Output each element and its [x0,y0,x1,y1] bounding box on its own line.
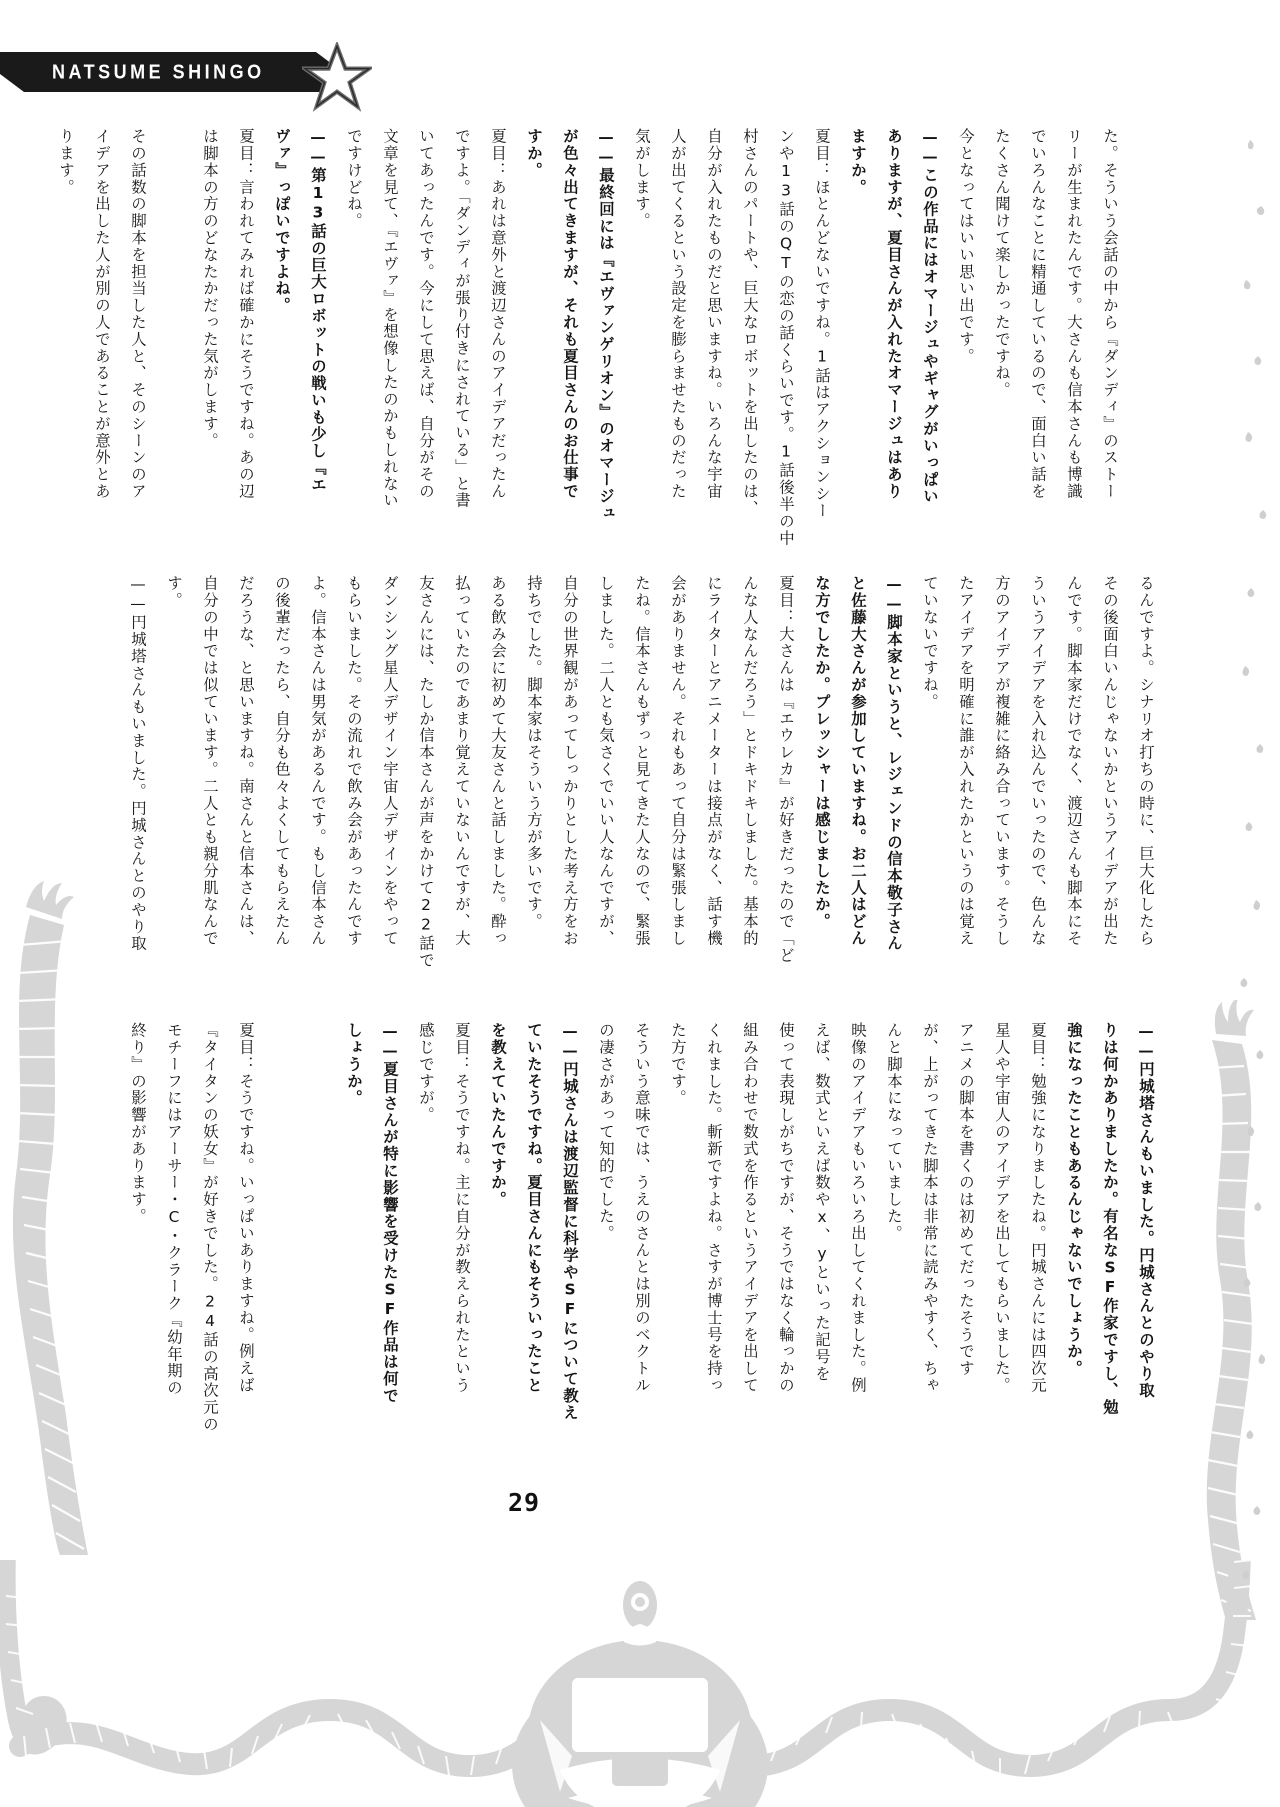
speckle-decoration [1230,110,1280,1610]
question-column: しょうか。 [345,1022,363,1107]
question-column: ——最終回には『エヴァンゲリオン』のオマージュ [597,128,615,522]
text-column: 村さんのパートや、巨大なロボットを出したのは、 [741,128,759,517]
text-column: た方です。 [669,1022,687,1107]
text-column: 方のアイデアが複雑に絡み合っています。そうし [993,575,1011,947]
text-column: ですよ。「ダンディが張り付きにされている」と書 [453,128,471,509]
text-column: その話数の脚本を担当した人と、そのシーンのア [129,128,147,500]
text-column: たくさん聞けて楽しかったですね。 [993,128,1011,399]
text-column: よ。信本さんは男気があるんです。もし信本さん [309,575,327,947]
text-column: 映像のアイデアもいろいろ出してくれました。例 [849,1022,867,1394]
text-column: くれました。斬新ですよね。さすが博士号を持っ [705,1022,723,1394]
text-column: 使って表現しがちですが、そうではなく輪っかの [777,1022,795,1394]
question-column: 強になったこともあるんじゃないでしょうか。 [1065,1022,1083,1377]
text-column: 会がありません。それもあって自分は緊張しまし [669,575,687,947]
text-column: 自分の世界観があってしっかりとした考え方をお [561,575,579,947]
text-column: 夏目：言われてみれば確かにそうですね。あの辺 [237,128,255,500]
question-column: と佐藤大さんが参加していますね。お二人はどん [849,575,867,947]
text-column: ——円城塔さんもいました。円城さんとのやり取 [129,575,147,952]
question-column: が色々出てきますが、それも夏目さんのお仕事で [561,128,579,500]
text-column: イデアを出した人が別の人であることが意外とあ [93,128,111,500]
text-column: 自分の中では似ています。二人とも親分肌なんで [201,575,219,947]
text-column: るんですよ。シナリオ打ちの時に、巨大化したら [1137,575,1155,947]
text-column: 持ちでした。脚本家はそういう方が多いです。 [525,575,543,930]
text-column: そういう意味では、うえのさんとは別のベクトル [633,1022,651,1394]
text-column: 自分が入れたものだと思いますね。いろんな宇宙 [705,128,723,500]
text-column: たアイデアを明確に誰が入れたかというのは覚え [957,575,975,947]
page-header [0,52,368,96]
text-column: 今となってはいい思い出です。 [957,128,975,365]
question-column: ——脚本家というと、レジェンドの信本敬子さん [885,575,903,952]
question-column: りは何かありましたか。有名なSF作家ですし、勉 [1101,1022,1119,1416]
text-column: 夏目：あれは意外と渡辺さんのアイデアだったん [489,128,507,500]
question-column: ますか。 [849,128,867,196]
text-column: リーが生まれたんです。大さんも信本さんも博識 [1065,128,1083,500]
text-column: んです。脚本家だけでなく、渡辺さんも脚本にそ [1065,575,1083,947]
question-column: ——この作品にはオマージュやギャグがいっぱい [921,128,939,505]
text-column: 気がします。 [633,128,651,230]
text-column: 夏目：そうですね。主に自分が教えられたという [453,1022,471,1394]
text-column: 払っていたのであまり覚えていないんですが、大 [453,575,471,947]
text-column: 感じですが。 [417,1022,435,1124]
text-column: ていないですね。 [921,575,939,711]
text-column: ういうアイデアを入れ込んでいったので、色んな [1029,575,1047,947]
text-column: 人が出てくるという設定を膨らませたものだった [669,128,687,500]
text-column: んと脚本になっていました。 [885,1022,903,1242]
question-column: な方でしたか。プレッシャーは感じましたか。 [813,575,831,930]
text-column: が、上がってきた脚本は非常に読みやすく、ちゃ [921,1022,939,1394]
text-column: 『タイタンの妖女』が好きでした。24話の高次元の [201,1022,219,1433]
robot-head-decoration [512,1581,768,1807]
text-column: アニメの脚本を書くのは初めてだったそうです [957,1022,975,1377]
question-column: すか。 [525,128,543,179]
text-column: の凄さがあって知的でした。 [597,1022,615,1242]
text-column: いてあったんです。今にして思えば、自分がその [417,128,435,500]
question-column: ——第13話の巨大ロボットの戦いも少し『エ [309,128,327,494]
text-column: 終り』の影響があります。 [129,1022,147,1225]
question-column: ——円城塔さんもいました。円城さんとのやり取 [1137,1022,1155,1399]
banner-title: NATSUME SHINGO [52,60,265,83]
text-column: た。そういう会話の中から『ダンディ』のストー [1101,128,1119,500]
text-column: 星人や宇宙人のアイデアを出してもらいました。 [993,1022,1011,1394]
text-column: 夏目：ほとんどないですね。1話はアクションシー [813,128,831,520]
question-column: ありますが、夏目さんが入れたオマージュはあり [885,128,903,500]
star-icon [302,42,372,112]
text-column: 文章を見て、『エヴァ』を想像したのかもしれない [381,128,399,509]
question-column: ——夏目さんが特に影響を受けたSF作品は何で [381,1022,399,1405]
text-column: しました。二人とも気さくでいい人なんですが、 [597,575,615,947]
text-column: んな人なんだろう」とドキドキしました。基本的 [741,575,759,947]
question-column: ヴァ』っぽいですよね。 [273,128,291,314]
text-column: の後輩だったら、自分も色々よくしてもらえたん [273,575,291,947]
text-column: ダンシング星人デザイン宇宙人デザインをやって [381,575,399,947]
text-column: 夏目：そうですね。いっぱいありますね。例えば [237,1022,255,1394]
tentacle-decoration-right [1150,1000,1280,1620]
text-column: は脚本の方のどなたかだった気がします。 [201,128,219,450]
question-column: を教えていたんですか。 [489,1022,507,1208]
text-column: 夏目：大さんは『エウレカ』が好きだったので「ど [777,575,795,964]
question-column: ていたそうですね。夏目さんにもそういったこと [525,1022,543,1394]
text-column: ですけどね。 [345,128,363,230]
page-number: 29 [507,1488,541,1517]
text-column: ります。 [57,128,75,196]
question-column: ——円城さんは渡辺監督に科学やSFについて教え [561,1022,579,1422]
text-column: もらいました。その流れで飲み会があったんです [345,575,363,947]
text-column: 夏目：勉強になりましたね。円城さんには四次元 [1029,1022,1047,1394]
text-column: ンや13話のQTの恋の話くらいです。1話後半の中 [777,128,795,547]
text-column: その後面白いんじゃないかというアイデアが出た [1101,575,1119,947]
text-column: 友さんには、たしか信本さんが声をかけて22話で [417,575,435,969]
text-column: えば、数式といえば数やx、yといった記号を [813,1022,831,1383]
text-column: 組み合わせで数式を作るというアイデアを出して [741,1022,759,1394]
text-column: ある飲み会に初めて大友さんと話しました。酔っ [489,575,507,947]
text-column: モチーフにはアーサー・C・クラーク『幼年期の [165,1022,183,1397]
text-column: だろうな、と思いますね。南さんと信本さんは、 [237,575,255,947]
text-column: にライターとアニメーターは接点がなく、話す機 [705,575,723,947]
text-column: たね。信本さんもずっと見てきた人なので、緊張 [633,575,651,947]
text-column: でいろんなことに精通しているので、面白い話を [1029,128,1047,500]
bottom-tentacle-band [0,1560,1280,1807]
text-column: す。 [165,575,183,609]
